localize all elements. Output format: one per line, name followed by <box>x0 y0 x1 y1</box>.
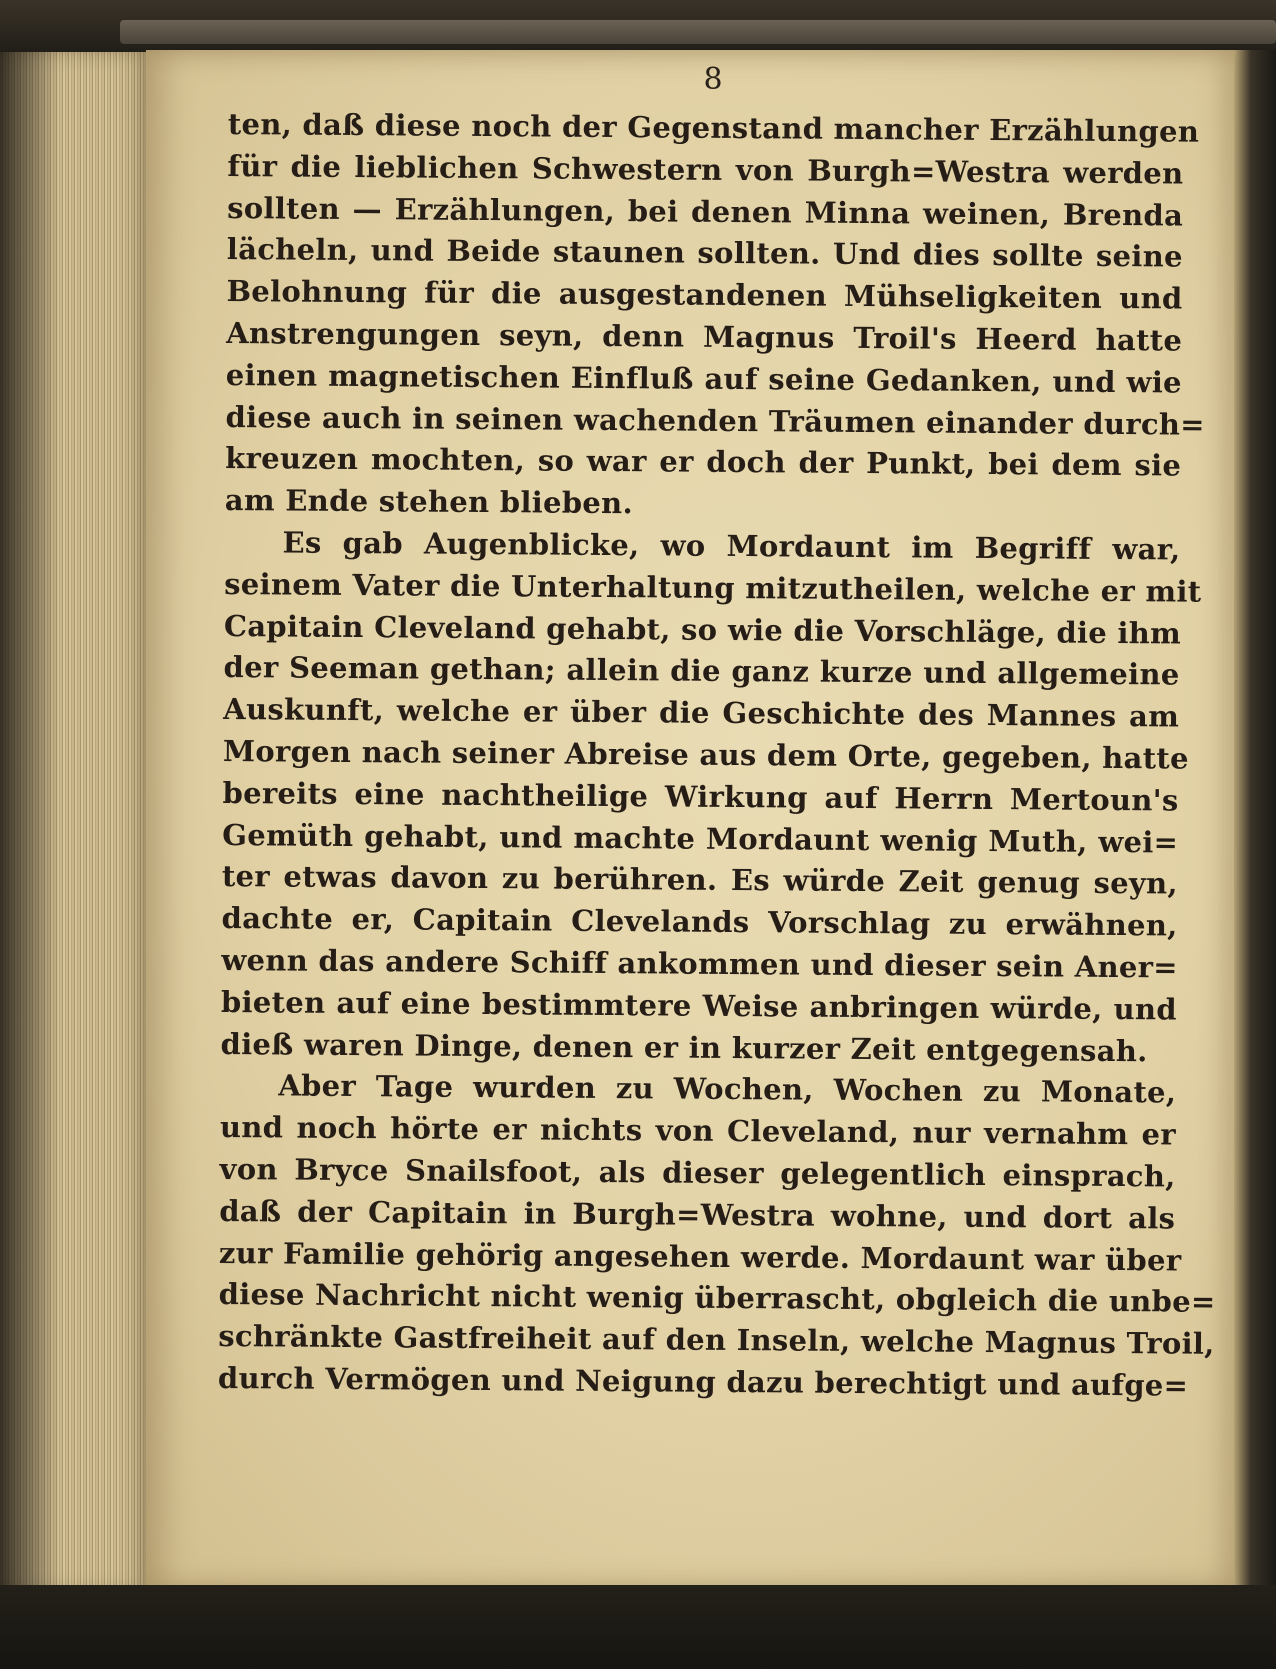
text-line: dieß waren Dinge, denen er in kurzer Zeit entgegensah. <box>220 1026 1148 1068</box>
text-line: Auskunft, welche er über die Geschichte des Mannes am <box>223 692 1180 734</box>
text-line: dachte er, Capitain Clevelands Vorschlag zu erwähnen, <box>221 901 1178 943</box>
text-line: bieten auf eine bestimmtere Weise anbringen würde, und <box>220 984 1178 1027</box>
text-line: am Ende stehen blieben. <box>224 483 634 521</box>
page-number: 8 <box>703 62 723 97</box>
text-line: daß der Capitain in Burgh=Westra wohne, und dort als <box>219 1193 1176 1236</box>
text-line: seinem Vater die Unterhaltung mitzutheilen, welche er mit <box>224 566 1202 609</box>
text-line: Es gab Augenblicke, wo Mordaunt im Begriff war, <box>282 525 1181 567</box>
text-line: und noch hörte er nichts von Cleveland, nur vernahm er <box>219 1110 1177 1152</box>
text-line: Anstrengungen seyn, denn Magnus Troil's Heerd hatte <box>226 315 1183 358</box>
text-line: Capitain Cleveland gehabt, so wie die Vorschläge, die ihm <box>223 608 1182 651</box>
text-line: Gemüth gehabt, und machte Mordaunt wenig Muth, wei= <box>222 817 1179 860</box>
text-line: der Seeman gethan; allein die ganz kurze und allgemeine <box>223 650 1180 692</box>
text-line: für die lieblichen Schwestern von Burgh=Westra werden <box>227 148 1184 191</box>
binding-bottom <box>0 1585 1276 1669</box>
text-line: Belohnung für die ausgestandenen Mühseligkeiten und <box>226 274 1183 316</box>
page-right-edge <box>1234 50 1276 1590</box>
text-line: durch Vermögen und Neigung dazu berechtigt und aufge= <box>217 1360 1189 1403</box>
text-line: zur Familie gehörig angesehen werde. Mordaunt war über <box>218 1235 1182 1278</box>
text-line: ten, daß diese noch der Gegenstand mancher Erzählungen <box>227 106 1200 149</box>
text-line: schränkte Gastfreiheit auf den Inseln, welche Magnus Troil, <box>218 1319 1215 1361</box>
text-line: sollten — Erzählungen, bei denen Minna weinen, Brenda <box>227 190 1184 233</box>
book-cover-edge <box>120 20 1276 44</box>
text-line: diese Nachricht nicht wenig überrascht, obgleich die unbe= <box>218 1277 1216 1320</box>
text-line: bereits eine nachtheilige Wirkung auf Herrn Mertoun's <box>222 775 1179 818</box>
text-line: diese auch in seinen wachenden Träumen einander durch= <box>225 399 1205 442</box>
text-line: lächeln, und Beide staunen sollten. Und dies sollte seine <box>226 232 1183 274</box>
text-line: einen magnetischen Einfluß auf seine Gedanken, und wie <box>225 357 1182 400</box>
text-line: ter etwas davon zu berühren. Es würde Zeit genug seyn, <box>221 859 1179 901</box>
text-line: kreuzen mochten, so war er doch der Punkt, bei dem sie <box>225 441 1182 483</box>
text-line: von Bryce Snailsfoot, als dieser gelegentlich einsprach, <box>219 1151 1176 1194</box>
page-stack-shadow <box>0 52 60 1592</box>
page-text <box>217 104 1216 1407</box>
text-line: Morgen nach seiner Abreise aus dem Orte, gegeben, hatte <box>222 733 1189 776</box>
text-line: wenn das andere Schiff ankommen und dieser sein Aner= <box>221 942 1178 985</box>
text-line: Aber Tage wurden zu Wochen, Wochen zu Monate, <box>278 1068 1177 1110</box>
